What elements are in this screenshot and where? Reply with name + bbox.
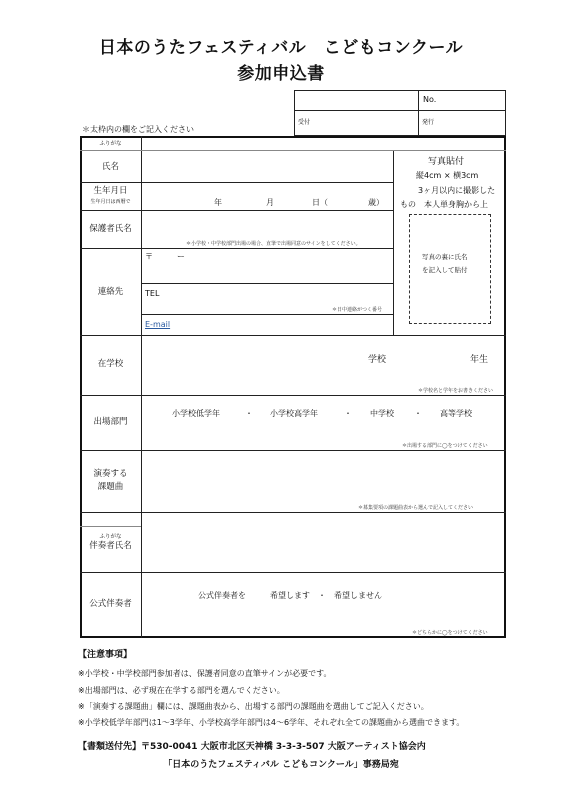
- division-option-upper-elementary[interactable]: 小学校高学年: [270, 409, 318, 418]
- furigana-label: ふりがな: [99, 141, 122, 147]
- school-suffix: 学校: [368, 355, 387, 365]
- birth-date-label: 生年月日: [93, 186, 128, 196]
- official-accompanist-label: 公式伴奏者: [89, 599, 132, 609]
- address-field[interactable]: [142, 249, 392, 283]
- contact-label: 連絡先: [97, 287, 124, 297]
- division-note: ＊出場する部門に◯をつけてください: [402, 443, 488, 449]
- photo-framing: もの 本人単身胸から上: [400, 200, 488, 209]
- division-separator: ・: [245, 409, 253, 418]
- accompanist-field[interactable]: [142, 513, 504, 572]
- division-separator: ・: [344, 409, 352, 418]
- office-received-label: 受付: [298, 119, 311, 126]
- tel-label: TEL: [145, 289, 160, 298]
- furigana-field[interactable]: [142, 137, 504, 150]
- piece-label-line1: 演奏する: [93, 469, 128, 479]
- instruction-text: ＊太枠内の欄をご記入ください: [82, 125, 194, 134]
- form-title: 日本のうたフェスティバル こどもコンクール: [98, 38, 464, 58]
- piece-field[interactable]: [142, 451, 504, 512]
- postal-code-label: 〒 ー: [145, 252, 185, 261]
- name-label: 氏名: [101, 162, 119, 172]
- school-note: ＊学校名と学年をお書きください: [418, 388, 494, 394]
- note-item: ※小学校・中学校部門参加者は、保護者同意の直筆サインが必要です。: [78, 669, 332, 678]
- accompanist-furigana-label: ふりがな: [99, 534, 122, 540]
- division-label: 出場部門: [93, 417, 128, 427]
- birth-month-unit: 月: [266, 198, 274, 207]
- notes-heading: 【注意事項】: [78, 650, 133, 660]
- tel-note: ＊日中連絡がつく番号: [332, 307, 383, 313]
- photo-inner-text-2: を記入して貼付: [422, 266, 468, 274]
- birth-year-unit: 年: [214, 198, 222, 207]
- birth-day-unit: 日（: [312, 198, 328, 207]
- office-no-label: No.: [423, 95, 437, 104]
- mailing-address: 【書類送付先】〒530-0041 大阪市北区天神橋 3-3-3-507 大阪アーティスト協会内: [78, 742, 426, 752]
- guardian-label: 保護者氏名: [89, 224, 132, 234]
- email-field[interactable]: [142, 315, 392, 335]
- photo-inner-text-1: 写真の裏に氏名: [422, 253, 468, 261]
- grade-suffix: 年生: [470, 355, 489, 365]
- division-separator: ・: [414, 409, 422, 418]
- photo-title: 写真貼付: [428, 157, 465, 167]
- name-field[interactable]: [142, 151, 392, 182]
- photo-recency: 3ヶ月以内に撮影した: [418, 186, 496, 195]
- division-option-lower-elementary[interactable]: 小学校低学年: [172, 409, 220, 418]
- note-item: ※小学校低学年部門は1～3学年、小学校高学年部門は4～6学年、それぞれ全ての課題曲から選曲できます。: [78, 718, 465, 727]
- photo-size: 縦4cm × 横3cm: [416, 171, 479, 180]
- form-subtitle: 参加申込書: [237, 64, 325, 84]
- note-item: ※出場部門は、必ず現在在学する部門を選んでください。: [78, 686, 285, 695]
- official-accompanist-note: ＊どちらかに◯をつけてください: [412, 630, 488, 636]
- accompanist-label: 伴奏者氏名: [89, 541, 132, 551]
- birth-date-sublabel: 生年月日は西暦で: [90, 199, 131, 205]
- email-label: E-mail: [145, 320, 171, 329]
- note-item: ※「演奏する課題曲」欄には、課題曲表から、出場する部門の課題曲を選曲してご記入ください。: [78, 702, 429, 711]
- division-option-high-school[interactable]: 高等学校: [440, 409, 472, 418]
- mailing-recipient: 「日本のうたフェスティバル こどもコンクール」事務局宛: [163, 760, 399, 770]
- piece-label-line2: 課題曲: [97, 482, 124, 492]
- office-use-box: [294, 90, 506, 136]
- official-accompanist-choice[interactable]: 公式伴奏者を 希望します ・ 希望しません: [198, 591, 382, 600]
- office-issued-label: 発行: [422, 119, 435, 126]
- school-label: 在学校: [97, 359, 124, 369]
- guardian-note: ＊小学校・中学校部門出場の場合、直筆で出場同意のサインをしてください。: [186, 241, 361, 247]
- piece-note: ＊募集要項の課題曲表から選んで記入してください: [358, 505, 474, 511]
- division-option-junior-high[interactable]: 中学校: [370, 409, 394, 418]
- birth-age-unit: 歳）: [368, 198, 384, 207]
